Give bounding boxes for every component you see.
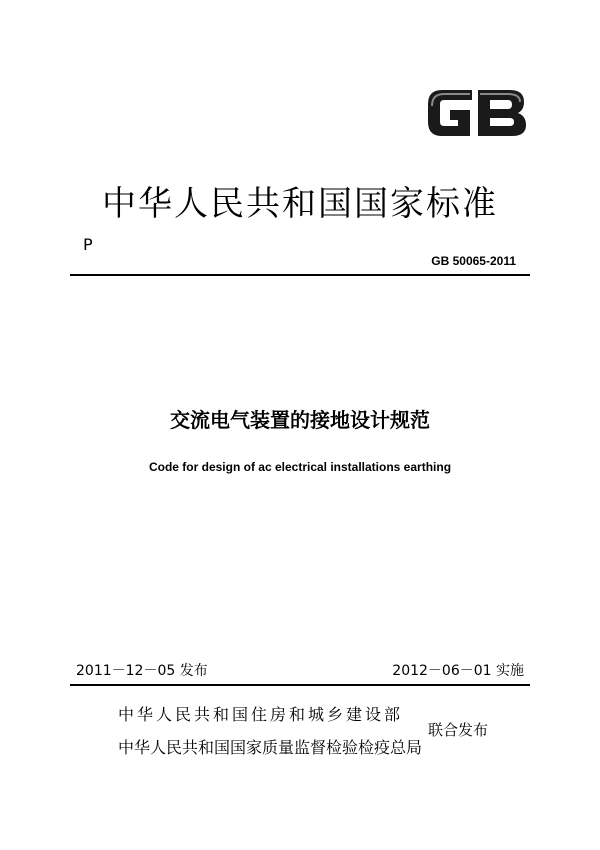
gb-logo-b-glyph — [478, 90, 526, 136]
issue-date: 2011－12－05 发布 — [76, 663, 208, 679]
document-title-en: Code for design of ac electrical installations earthing — [148, 460, 452, 474]
header-divider — [70, 274, 530, 276]
joint-issue-label: 联合发布 — [428, 721, 489, 739]
standard-number: GB 50065-2011 — [431, 254, 516, 268]
classification-code: P — [83, 235, 93, 254]
publisher-ministry-housing: 中华人民共和国住房和城乡建设部 — [118, 705, 404, 724]
gb-logo-g-glyph — [428, 90, 472, 136]
footer-divider — [70, 684, 530, 686]
publisher-aqsiq: 中华人民共和国国家质量监督检验检疫总局 — [118, 738, 423, 757]
implementation-date: 2012－06－01 实施 — [392, 663, 524, 679]
document-title-cn: 交流电气装置的接地设计规范 — [170, 408, 430, 432]
standard-category-title: 中华人民共和国国家标准 — [102, 184, 498, 224]
gb-logo — [422, 82, 530, 144]
